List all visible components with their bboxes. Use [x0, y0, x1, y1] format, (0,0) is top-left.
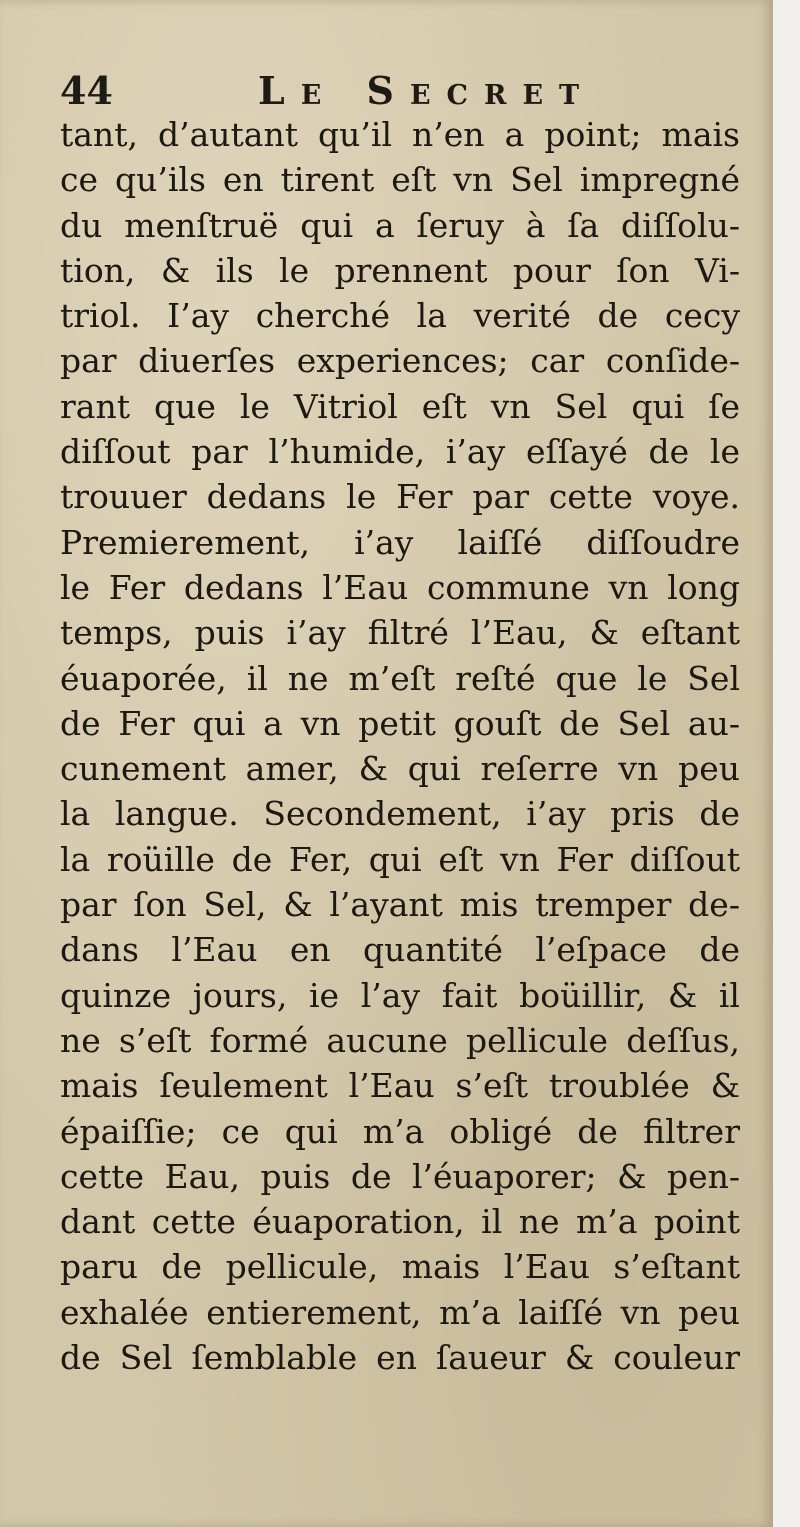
text-line: tant, d’autant qu’il n’en a point; mais	[60, 115, 740, 154]
text-line: dans l’Eau en quantité l’eſpace de	[60, 930, 740, 970]
text-line: de Sel ſemblable en ſaueur & couleur	[60, 1338, 740, 1378]
text-line: la langue. Secondement, i’ay pris de	[60, 794, 740, 834]
text-line: triol. I’ay cherché la verité de cecy	[60, 296, 740, 336]
page-header	[60, 68, 710, 118]
text-line: temps, puis i’ay filtré l’Eau, & eſtant	[60, 613, 740, 653]
text-line: dant cette éuaporation, il ne m’a point	[60, 1202, 740, 1242]
text-line: diſſout par l’humide, i’ay eſſayé de le	[60, 432, 740, 472]
text-line: cunement amer, & qui reſerre vn peu	[60, 749, 740, 789]
running-head: Le Secret	[258, 68, 596, 113]
text-line: de Fer qui a vn petit gouſt de Sel au-	[60, 703, 740, 743]
text-line: trouuer dedans le Fer par cette voye.	[60, 477, 740, 517]
text-line: éuaporée, il ne m’eſt reſté que le Sel	[60, 658, 740, 698]
text-line: rant que le Vitriol eſt vn Sel qui ſe	[60, 386, 740, 426]
text-line: cette Eau, puis de l’éuaporer; & pen-	[60, 1156, 740, 1196]
text-line: Premierement, i’ay laiſſé diſſoudre	[60, 522, 740, 562]
text-line: ce qu’ils en tirent eſt vn Sel impregné	[60, 160, 740, 200]
text-line: paru de pellicule, mais l’Eau s’eſtant	[60, 1247, 740, 1287]
page-number: 44	[60, 68, 113, 113]
text-line: la roüille de Fer, qui eſt vn Fer diſſout	[60, 839, 740, 879]
text-line: tion, & ils le prennent pour ſon Vi-	[60, 250, 740, 290]
text-line: mais ſeulement l’Eau s’eſt troublée &	[60, 1066, 740, 1106]
text-line: épaiſſie; ce qui m’a obligé de filtrer	[60, 1111, 740, 1151]
page-edge	[773, 0, 800, 1527]
body-text	[60, 112, 750, 1380]
text-line: quinze jours, ie l’ay fait boüillir, & il	[60, 975, 740, 1015]
text-line: par diuerſes experiences; car conſide-	[60, 341, 740, 381]
text-line: par ſon Sel, & l’ayant mis tremper de-	[60, 885, 740, 925]
text-line: le Fer dedans l’Eau commune vn long	[60, 567, 740, 607]
text-line: ne s’eſt formé aucune pellicule deſſus,	[60, 1020, 740, 1060]
text-line: exhalée entierement, m’a laiſſé vn peu	[60, 1292, 740, 1332]
text-line: du menſtruë qui a ſeruy à ſa diſſolu-	[60, 205, 740, 245]
